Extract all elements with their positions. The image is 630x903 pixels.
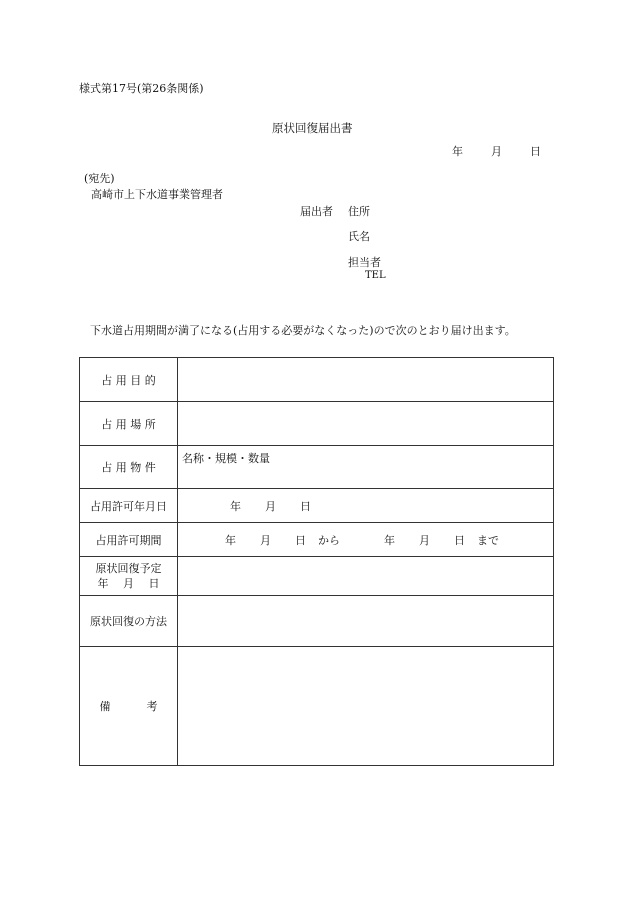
addressee-label: (宛先) bbox=[84, 172, 115, 185]
row-purpose bbox=[80, 358, 554, 402]
tel-label: TEL bbox=[365, 270, 386, 281]
date-year: 年 bbox=[452, 145, 463, 158]
row-permit-date bbox=[80, 489, 554, 523]
document-title: 原状回復届出書 bbox=[272, 121, 353, 135]
remarks-label bbox=[80, 647, 178, 766]
remarks-field[interactable] bbox=[178, 647, 554, 766]
from-day: 日 bbox=[295, 533, 306, 547]
place-label: 占 用 場 所 bbox=[80, 402, 178, 446]
name-label: 氏名 bbox=[348, 230, 370, 243]
permit-period-label: 占用許可期間 bbox=[80, 523, 178, 557]
address-label: 住所 bbox=[348, 205, 370, 218]
purpose-field[interactable] bbox=[178, 358, 554, 402]
place-field[interactable] bbox=[178, 402, 554, 446]
permit-month: 月 bbox=[265, 499, 276, 513]
submission-date bbox=[452, 146, 541, 157]
from-month: 月 bbox=[260, 533, 271, 547]
permit-date-field[interactable] bbox=[178, 489, 554, 523]
applicant-label: 届出者 bbox=[300, 205, 333, 218]
form-number: 様式第17号(第26条関係) bbox=[79, 82, 204, 95]
addressee-name: 高崎市上下水道事業管理者 bbox=[91, 188, 223, 201]
to-year: 年 bbox=[384, 533, 395, 547]
date-day: 日 bbox=[530, 145, 541, 158]
permit-year: 年 bbox=[230, 499, 241, 513]
remarks-label-1: 備 bbox=[99, 700, 111, 713]
permit-period-field[interactable] bbox=[178, 523, 554, 557]
permit-day: 日 bbox=[300, 499, 311, 513]
object-label: 占 用 物 件 bbox=[80, 446, 178, 489]
from-text: から bbox=[318, 533, 340, 547]
from-year: 年 bbox=[225, 533, 236, 547]
restore-date-field[interactable] bbox=[178, 557, 554, 596]
row-restore-method bbox=[80, 596, 554, 647]
restore-date-label-line1: 原状回復予定 bbox=[95, 562, 162, 575]
date-month: 月 bbox=[491, 145, 502, 158]
permit-date-label: 占用許可年月日 bbox=[80, 489, 178, 523]
object-field[interactable] bbox=[178, 446, 554, 489]
statement-text: 下水道占用期間が満了になる(占用する必要がなくなった)ので次のとおり届け出ます。 bbox=[90, 324, 516, 337]
purpose-label: 占 用 目 的 bbox=[80, 358, 178, 402]
to-text: まで bbox=[477, 533, 499, 547]
row-restore-date bbox=[80, 557, 554, 596]
contact-person-label: 担当者 bbox=[348, 256, 381, 269]
object-hint: 名称・規模・数量 bbox=[182, 452, 270, 465]
restore-date-label-line2: 年 月 日 bbox=[97, 577, 160, 590]
occupancy-form-table bbox=[79, 357, 554, 766]
row-remarks bbox=[80, 647, 554, 766]
restore-method-label: 原状回復の方法 bbox=[80, 596, 178, 647]
restore-method-field[interactable] bbox=[178, 596, 554, 647]
row-place bbox=[80, 402, 554, 446]
remarks-label-2: 考 bbox=[146, 700, 158, 713]
restore-date-label bbox=[80, 557, 178, 596]
row-permit-period bbox=[80, 523, 554, 557]
to-day: 日 bbox=[454, 533, 465, 547]
to-month: 月 bbox=[419, 533, 430, 547]
row-object bbox=[80, 446, 554, 489]
